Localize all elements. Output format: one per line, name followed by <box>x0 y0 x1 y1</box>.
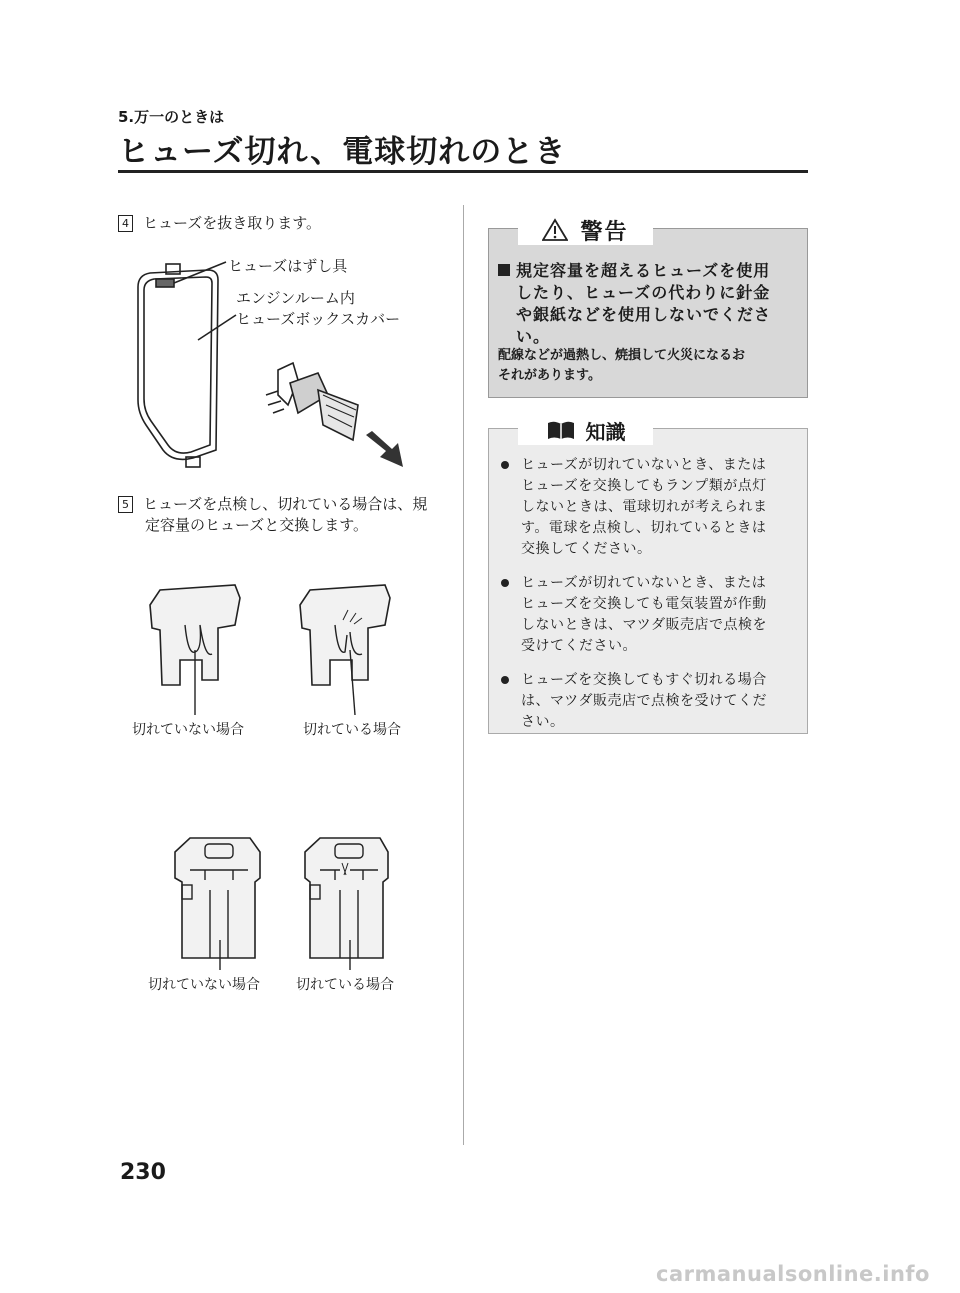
list-line: ヒューズが切れていないとき、または <box>521 575 767 591</box>
list-line: ヒューズを交換してもすぐ切れる場合 <box>521 672 767 688</box>
step-5 <box>118 494 458 536</box>
list-line: は、マツダ販売店で点検を受けてくだ <box>521 693 767 709</box>
knowledge-list <box>498 455 800 746</box>
page-title: ヒューズ切れ、電球切れのとき <box>118 134 567 170</box>
title-rule <box>118 170 808 173</box>
caption-fuse-ok: 切れていない場合 <box>132 722 244 738</box>
list-item <box>498 573 800 657</box>
caption-cartridge-ok: 切れていない場合 <box>148 977 260 993</box>
caption-cartridge-blown: 切れている場合 <box>296 977 394 993</box>
list-line: しないときは、マツダ販売店で点検を <box>521 617 767 633</box>
list-line: ヒューズが切れていないとき、または <box>521 457 767 473</box>
warning-label: 警告 <box>580 219 629 245</box>
warning-line: したり、ヒューズの代わりに針金 <box>516 283 771 302</box>
list-line: す。電球を点検し、切れているときは <box>521 520 767 536</box>
warning-sub-line: それがあります。 <box>498 368 601 383</box>
bullet-icon <box>501 579 509 587</box>
warning-header <box>518 215 653 245</box>
step-4 <box>118 213 321 234</box>
list-line: 受けてください。 <box>521 638 637 654</box>
step-number: 5 <box>118 496 133 513</box>
column-divider <box>463 205 464 1145</box>
step-text: ヒューズを抜き取ります。 <box>143 214 322 232</box>
warning-line: い。 <box>516 327 551 346</box>
warning-sub-line: 配線などが過熱し、焼損して火災になるお <box>498 348 746 363</box>
list-item <box>498 455 800 560</box>
fuse-box-cover-illustration <box>118 245 463 475</box>
warning-sub-text <box>498 346 800 386</box>
warning-line: や銀紙などを使用しないでくださ <box>516 305 772 324</box>
step-text-line2: 定容量のヒューズと交換します。 <box>145 516 369 534</box>
knowledge-label: 知識 <box>585 419 626 444</box>
list-line: さい。 <box>521 714 565 730</box>
list-line: ヒューズを交換しても電気装置が作動 <box>521 596 767 612</box>
caption-fuse-blown: 切れている場合 <box>303 722 401 738</box>
page-number: 230 <box>120 1160 166 1185</box>
warning-line: 規定容量を超えるヒューズを使用 <box>516 261 771 280</box>
callout-cover-line1: エンジンルーム内 <box>236 289 355 307</box>
step-number: 4 <box>118 215 133 232</box>
list-item <box>498 670 800 733</box>
chapter-label: 5.万一のときは <box>118 108 225 126</box>
blade-fuse-illustration <box>140 580 400 720</box>
list-line: しないときは、電球切れが考えられま <box>521 499 768 515</box>
watermark: carmanualsonline.info <box>656 1262 930 1286</box>
open-book-icon <box>546 419 576 441</box>
knowledge-header <box>518 415 653 445</box>
bullet-icon <box>501 461 509 469</box>
callout-cover-line2: ヒューズボックスカバー <box>236 310 401 328</box>
step-text-line1: ヒューズを点検し、切れている場合は、規 <box>143 495 428 513</box>
list-line: 交換してください。 <box>521 541 652 557</box>
cartridge-fuse-illustration <box>160 830 390 970</box>
callout-fuse-puller: ヒューズはずし具 <box>228 257 348 275</box>
warning-triangle-icon <box>542 218 568 242</box>
warning-main-text <box>498 260 800 348</box>
list-line: ヒューズを交換してもランプ類が点灯 <box>521 478 767 494</box>
square-bullet-icon <box>498 264 510 276</box>
bullet-icon <box>501 676 509 684</box>
